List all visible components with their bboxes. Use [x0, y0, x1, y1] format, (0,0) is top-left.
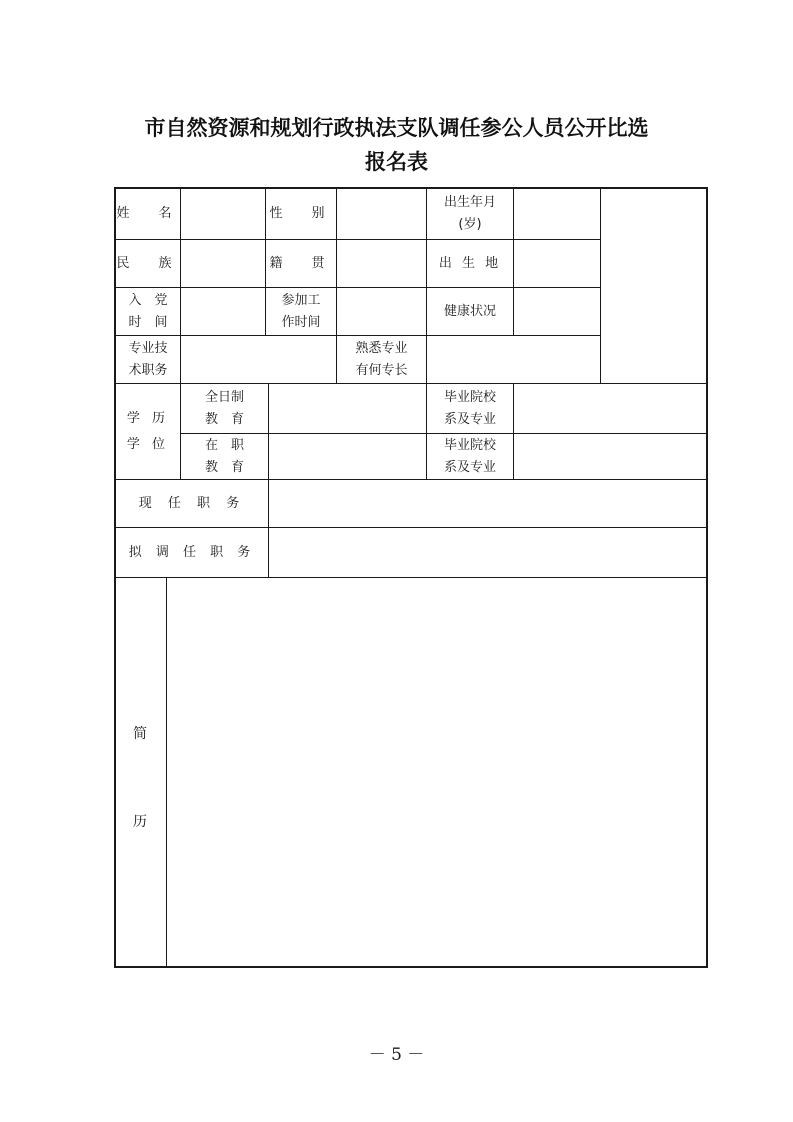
label-native-place: 籍 贯 [269, 255, 333, 271]
border-bottom [114, 966, 708, 968]
label-party-join: 入 党 时 间 [128, 292, 168, 330]
label-name: 姓 名 [116, 206, 180, 221]
h-line [114, 239, 600, 240]
label-inservice-edu: 在 职 教 育 [204, 437, 244, 475]
v-line [513, 187, 514, 335]
h-line [114, 287, 600, 288]
label-specialty: 熟悉专业 有何专长 [355, 340, 408, 378]
label-birth-date: 出生年月 (岁) [443, 195, 496, 232]
label-work-start: 参加工 作时间 [281, 292, 321, 330]
label-fulltime-school: 毕业院校 系及专业 [443, 389, 496, 427]
label-fulltime-edu: 全日制 教 育 [204, 389, 244, 427]
label-current-post: 现 任 职 务 [138, 495, 246, 511]
label-proposed-post: 拟 调 任 职 务 [128, 544, 256, 560]
v-line [426, 335, 427, 383]
label-resume-2: 历 [133, 814, 147, 830]
h-line [114, 577, 708, 578]
label-resume-1: 简 [133, 726, 147, 742]
v-line [180, 187, 181, 335]
label-edu-degree: 学 历 学 位 [126, 410, 170, 452]
border-top [114, 187, 706, 189]
label-health: 健康状况 [443, 303, 496, 319]
page-number: － 5 － [368, 1045, 425, 1065]
v-line [268, 383, 269, 577]
label-inservice-school: 毕业院校 系及专业 [443, 437, 496, 475]
label-birthplace: 出 生 地 [438, 255, 502, 271]
form-title: 市自然资源和规划行政执法支队调任参公人员公开比选 [144, 115, 649, 140]
v-line [513, 383, 514, 479]
label-ethnicity: 民 族 [116, 255, 180, 271]
v-line [336, 187, 337, 335]
form-subtitle: 报名表 [365, 149, 428, 174]
v-line [600, 187, 601, 383]
v-line [180, 335, 181, 383]
v-line [166, 577, 167, 967]
label-gender: 性 别 [269, 206, 333, 221]
label-tech-title: 专业技 术职务 [128, 340, 168, 378]
